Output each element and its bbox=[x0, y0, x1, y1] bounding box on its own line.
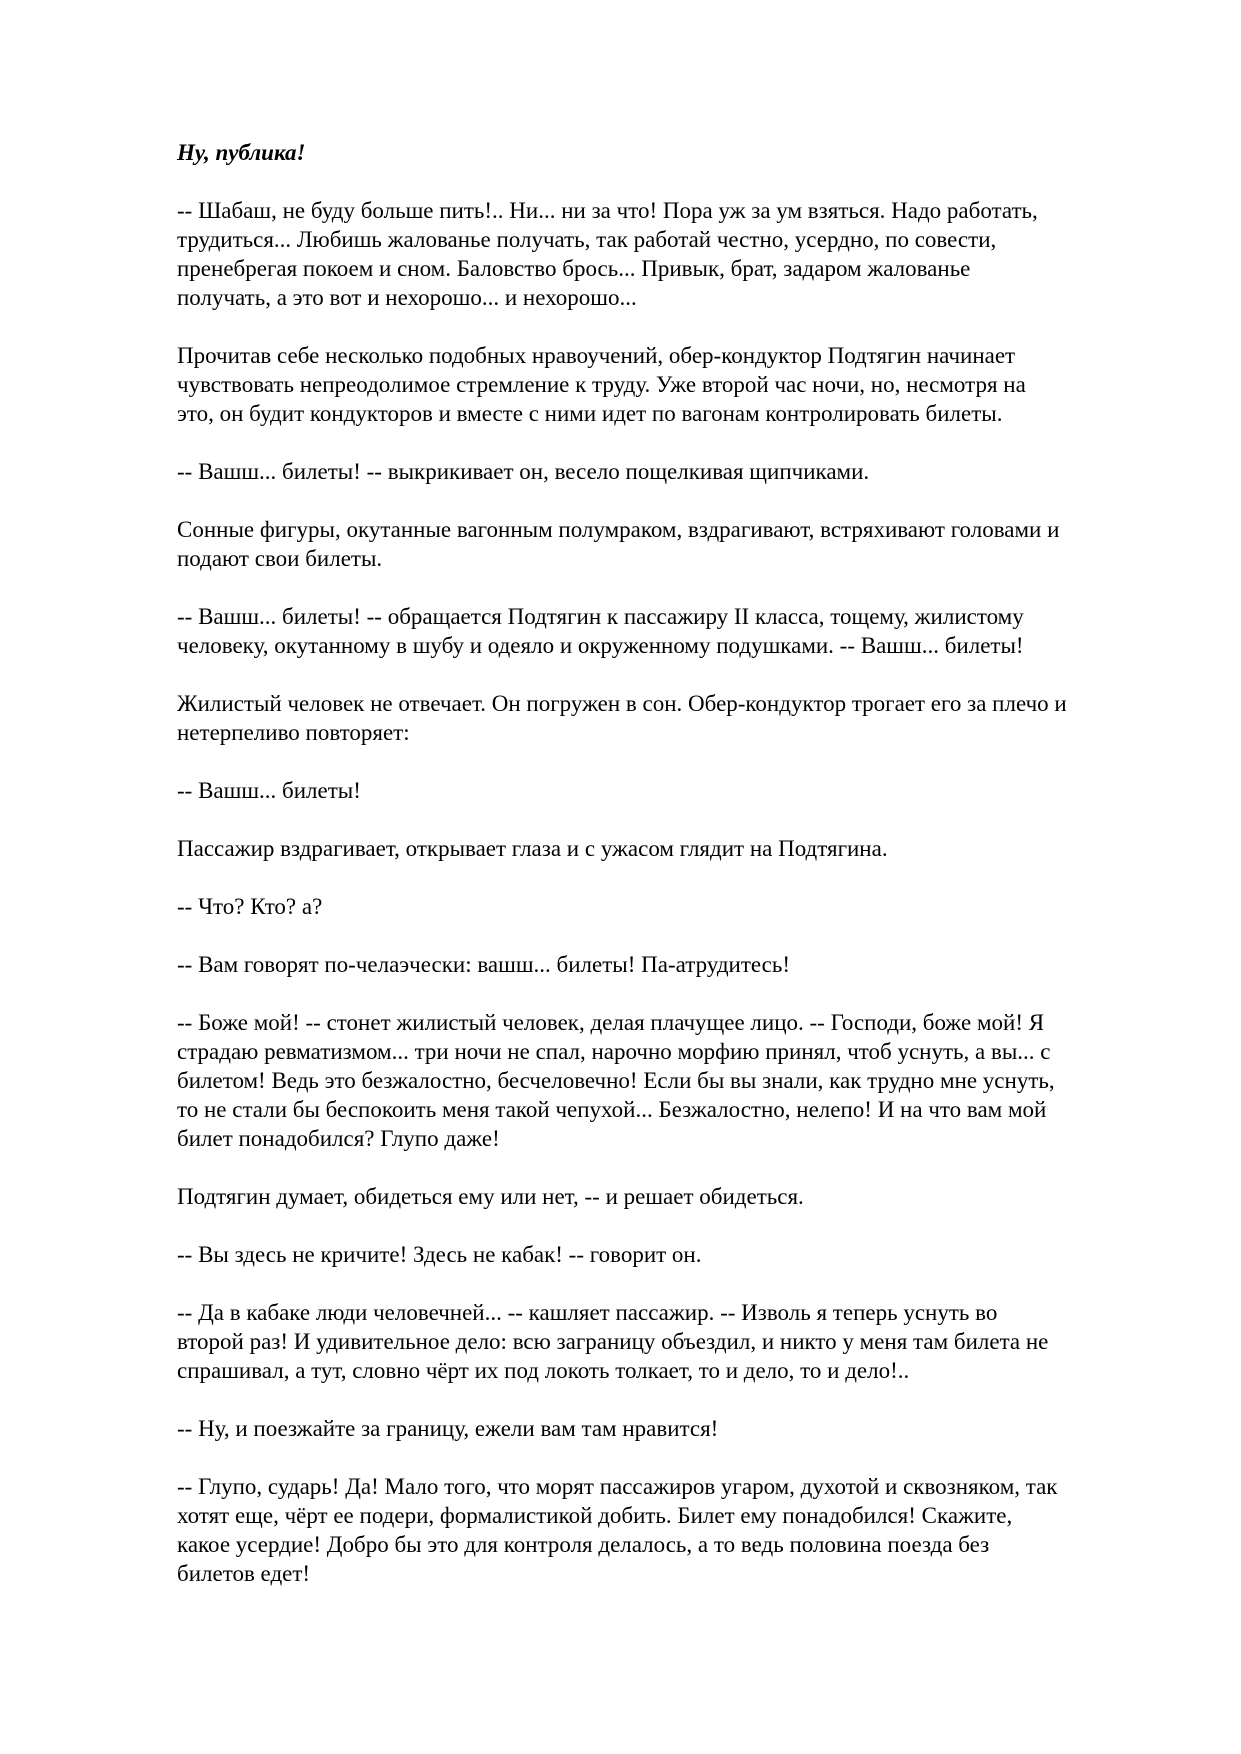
paragraph bbox=[177, 950, 1157, 979]
text-line: Прочитав себе несколько подобных нравоучений, обер-кондуктор Подтягин начинает bbox=[177, 343, 1016, 368]
text-line: билетов едет! bbox=[177, 1561, 311, 1586]
text-line: то не стали бы беспокоить меня такой чепухой... Безжалостно, нелепо! И на что вам мой bbox=[177, 1097, 1047, 1122]
paragraph bbox=[177, 1240, 1157, 1269]
text-line: какое усердие! Добро бы это для контроля делалось, а то ведь половина поезда без bbox=[177, 1532, 990, 1557]
text-line: спрашивал, а тут, словно чёрт их под локоть толкает, то и дело, то и дело!.. bbox=[177, 1358, 910, 1383]
text-line: Пассажир вздрагивает, открывает глаза и с ужасом глядит на Подтягина. bbox=[177, 836, 888, 861]
text-line: получать, а это вот и нехорошо... и нехорошо... bbox=[177, 285, 637, 310]
text-line: билет понадобился? Глупо даже! bbox=[177, 1126, 500, 1151]
text-line: -- Вы здесь не кричите! Здесь не кабак! -- говорит он. bbox=[177, 1242, 702, 1267]
text-line: -- Что? Кто? а? bbox=[177, 894, 323, 919]
text-line: билетом! Ведь это безжалостно, бесчеловечно! Если бы вы знали, как трудно мне уснуть, bbox=[177, 1068, 1055, 1093]
text-line: второй раз! И удивительное дело: всю заграницу объездил, и никто у меня там билета не bbox=[177, 1329, 1049, 1354]
text-line: -- Глупо, сударь! Да! Мало того, что морят пассажиров угаром, духотой и сквозняком, так bbox=[177, 1474, 1058, 1499]
paragraph bbox=[177, 1414, 1157, 1443]
paragraph bbox=[177, 1472, 1157, 1588]
document-body bbox=[177, 196, 1157, 1588]
text-line: Сонные фигуры, окутанные вагонным полумраком, вздрагивают, встряхивают головами и bbox=[177, 517, 1060, 542]
text-line: -- Шабаш, не буду больше пить!.. Ни... ни за что! Пора уж за ум взяться. Надо работать, bbox=[177, 198, 1038, 223]
text-line: -- Да в кабаке люди человечней... -- кашляет пассажир. -- Изволь я теперь уснуть во bbox=[177, 1300, 998, 1325]
document-page bbox=[177, 138, 1157, 1617]
text-line: -- Вашш... билеты! bbox=[177, 778, 361, 803]
text-line: чувствовать непреодолимое стремление к труду. Уже второй час ночи, но, несмотря на bbox=[177, 372, 1026, 397]
paragraph bbox=[177, 1008, 1157, 1153]
paragraph bbox=[177, 515, 1157, 573]
paragraph bbox=[177, 196, 1157, 312]
text-line: трудиться... Любишь жалованье получать, так работай честно, усердно, по совести, bbox=[177, 227, 997, 252]
text-line: хотят еще, чёрт ее подери, формалистикой добить. Билет ему понадобился! Скажите, bbox=[177, 1503, 1013, 1528]
text-line: -- Вам говорят по-челаэчески: вашш... билеты! Па-атрудитесь! bbox=[177, 952, 791, 977]
paragraph bbox=[177, 1182, 1157, 1211]
text-line: нетерпеливо повторяет: bbox=[177, 720, 410, 745]
paragraph bbox=[177, 689, 1157, 747]
paragraph bbox=[177, 341, 1157, 428]
document-title: Ну, публика! bbox=[177, 140, 306, 165]
text-line: -- Вашш... билеты! -- обращается Подтягин к пассажиру II класса, тощему, жилистому bbox=[177, 604, 1024, 629]
paragraph bbox=[177, 602, 1157, 660]
paragraph bbox=[177, 457, 1157, 486]
paragraph bbox=[177, 892, 1157, 921]
paragraph bbox=[177, 1298, 1157, 1385]
text-line: это, он будит кондукторов и вместе с ними идет по вагонам контролировать билеты. bbox=[177, 401, 1003, 426]
text-line: Подтягин думает, обидеться ему или нет, -- и решает обидеться. bbox=[177, 1184, 804, 1209]
paragraph bbox=[177, 834, 1157, 863]
text-line: Жилистый человек не отвечает. Он погружен в сон. Обер-кондуктор трогает его за плечо и bbox=[177, 691, 1067, 716]
text-line: -- Боже мой! -- стонет жилистый человек, делая плачущее лицо. -- Господи, боже мой! Я bbox=[177, 1010, 1045, 1035]
text-line: подают свои билеты. bbox=[177, 546, 383, 571]
text-line: -- Вашш... билеты! -- выкрикивает он, весело пощелкивая щипчиками. bbox=[177, 459, 870, 484]
text-line: -- Ну, и поезжайте за границу, ежели вам там нравится! bbox=[177, 1416, 719, 1441]
paragraph bbox=[177, 776, 1157, 805]
text-line: человеку, окутанному в шубу и одеяло и окруженному подушками. -- Вашш... билеты! bbox=[177, 633, 1024, 658]
text-line: пренебрегая покоем и сном. Баловство брось... Привык, брат, задаром жалованье bbox=[177, 256, 971, 281]
text-line: страдаю ревматизмом... три ночи не спал, нарочно морфию принял, чтоб уснуть, а вы... с bbox=[177, 1039, 1051, 1064]
